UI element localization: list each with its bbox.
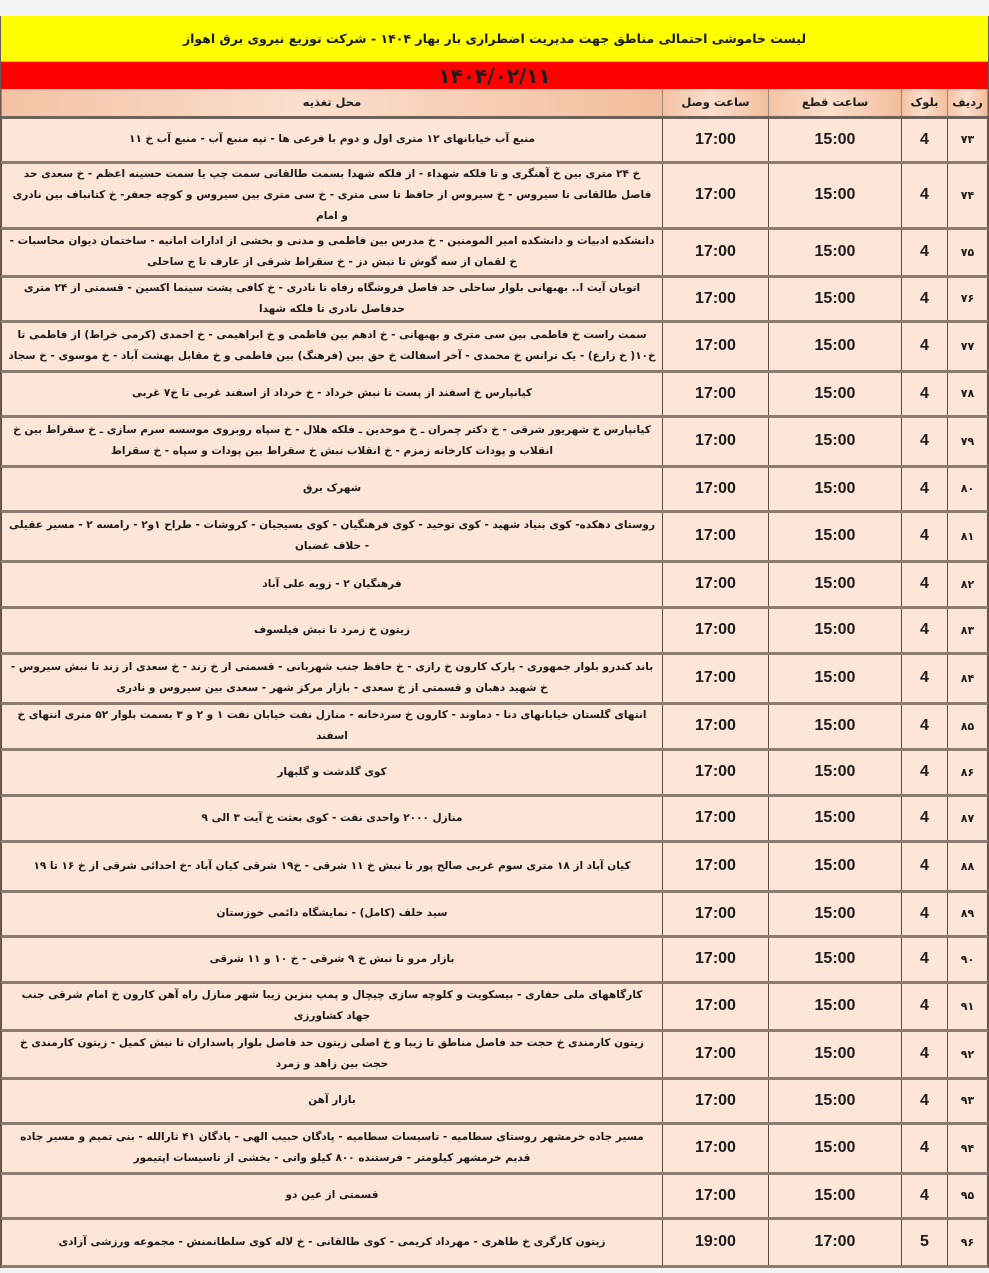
row-block: 4 bbox=[902, 653, 948, 703]
row-area: بازار مرو تا نبش خ ۹ شرقی - خ ۱۰ و ۱۱ شرقی bbox=[2, 936, 663, 982]
row-index: ۷۸ bbox=[948, 371, 988, 416]
table-row bbox=[2, 561, 988, 607]
row-area: شهرک برق bbox=[2, 466, 663, 511]
row-block: 4 bbox=[902, 891, 948, 936]
column-header-cut-time: ساعت قطع bbox=[769, 89, 902, 117]
row-area: منبع آب خیابانهای ۱۲ متری اول و دوم با فرعی ها - تپه منبع آب - منبع آب خ ۱۱ bbox=[2, 117, 663, 162]
row-block: 4 bbox=[902, 416, 948, 466]
outage-schedule-sheet bbox=[0, 16, 989, 1268]
row-cut-time: 15:00 bbox=[769, 749, 902, 795]
table-row bbox=[2, 936, 988, 982]
row-connect-time: 17:00 bbox=[663, 561, 769, 607]
row-index: ۸۳ bbox=[948, 607, 988, 653]
table-body bbox=[2, 117, 988, 1266]
row-block: 4 bbox=[902, 1123, 948, 1173]
row-area: زیتون خ زمرد تا نبش فیلسوف bbox=[2, 607, 663, 653]
row-block: 4 bbox=[902, 607, 948, 653]
row-cut-time: 15:00 bbox=[769, 416, 902, 466]
table-row bbox=[2, 891, 988, 936]
row-connect-time: 19:00 bbox=[663, 1218, 769, 1266]
row-connect-time: 17:00 bbox=[663, 371, 769, 416]
row-cut-time: 15:00 bbox=[769, 703, 902, 749]
table-header-row bbox=[2, 89, 988, 117]
table-row bbox=[2, 1030, 988, 1078]
row-block: 4 bbox=[902, 117, 948, 162]
row-block: 4 bbox=[902, 841, 948, 891]
row-block: 4 bbox=[902, 1030, 948, 1078]
row-block: 4 bbox=[902, 371, 948, 416]
row-connect-time: 17:00 bbox=[663, 1078, 769, 1123]
table-row bbox=[2, 276, 988, 321]
row-connect-time: 17:00 bbox=[663, 1173, 769, 1218]
row-cut-time: 15:00 bbox=[769, 1123, 902, 1173]
row-cut-time: 15:00 bbox=[769, 466, 902, 511]
table-row bbox=[2, 703, 988, 749]
row-cut-time: 15:00 bbox=[769, 117, 902, 162]
row-cut-time: 15:00 bbox=[769, 561, 902, 607]
row-area: خ ۲۴ متری بین خ آهنگری و تا فلکه شهداء - از فلکه شهدا بسمت طالقانی سمت چپ یا سمت حسینه اعظم - خ سعدی حد فاصل طالقانی تا سیروس - خ سیروس از حافظ تا سی متری - خ سی متری بین سیروس و کوچه جعفر- خ کتانباف بین نادری و امام bbox=[2, 162, 663, 228]
row-cut-time: 15:00 bbox=[769, 982, 902, 1030]
column-header-connect-time: ساعت وصل bbox=[663, 89, 769, 117]
row-connect-time: 17:00 bbox=[663, 511, 769, 561]
row-area: روستای دهکده- کوی بنیاد شهید - کوی توحید - کوی فرهنگیان - کوی بسیجیان - کروشات - طراح ۱و۲ - رامسه ۲ - مسیر عقیلی - حلاف غضبان bbox=[2, 511, 663, 561]
row-index: ۷۶ bbox=[948, 276, 988, 321]
row-cut-time: 15:00 bbox=[769, 891, 902, 936]
row-index: ۹۶ bbox=[948, 1218, 988, 1266]
row-area: سید خلف (کامل) - نمایشگاه دائمی خوزستان bbox=[2, 891, 663, 936]
row-block: 4 bbox=[902, 1173, 948, 1218]
row-cut-time: 15:00 bbox=[769, 321, 902, 371]
row-block: 4 bbox=[902, 228, 948, 276]
row-area: بازار آهن bbox=[2, 1078, 663, 1123]
row-cut-time: 15:00 bbox=[769, 276, 902, 321]
row-connect-time: 17:00 bbox=[663, 228, 769, 276]
table-row bbox=[2, 607, 988, 653]
row-cut-time: 15:00 bbox=[769, 1078, 902, 1123]
row-block: 4 bbox=[902, 466, 948, 511]
row-block: 5 bbox=[902, 1218, 948, 1266]
table-row bbox=[2, 162, 988, 228]
row-connect-time: 17:00 bbox=[663, 891, 769, 936]
row-block: 4 bbox=[902, 749, 948, 795]
row-connect-time: 17:00 bbox=[663, 703, 769, 749]
row-connect-time: 17:00 bbox=[663, 416, 769, 466]
table-row bbox=[2, 795, 988, 841]
row-area: باند کندرو بلوار جمهوری - پارک کارون خ رازی - خ حافظ جنب شهربانی - قسمتی از خ زند - خ سعدی از زند تا نبش سیروس - خ شهید دهبان و قسمتی از خ سعدی - بازار مرکز شهر - سعدی بین سیروس و نادری bbox=[2, 653, 663, 703]
row-index: ۸۴ bbox=[948, 653, 988, 703]
table-row bbox=[2, 1218, 988, 1266]
row-connect-time: 17:00 bbox=[663, 276, 769, 321]
row-block: 4 bbox=[902, 936, 948, 982]
table-row bbox=[2, 511, 988, 561]
row-connect-time: 17:00 bbox=[663, 607, 769, 653]
table-row bbox=[2, 466, 988, 511]
row-cut-time: 17:00 bbox=[769, 1218, 902, 1266]
table-row bbox=[2, 982, 988, 1030]
row-area: قسمتی از عین دو bbox=[2, 1173, 663, 1218]
row-area: اتوبان آیت ا.. بهبهانی بلوار ساحلی حد فاصل فروشگاه رفاه تا نادری - خ کافی پشت سینما اکسین - قسمتی از ۲۴ متری حدفاصل نادری تا فلکه شهدا bbox=[2, 276, 663, 321]
table-row bbox=[2, 1123, 988, 1173]
row-block: 4 bbox=[902, 276, 948, 321]
row-area: مسیر جاده خرمشهر روستای سطامیه - تاسیسات سطامیه - پادگان حبیب الهی - پادگان ۴۱ ثارالله - بنی تمیم و مسیر جاده قدیم خرمشهر کیلومتر - فرستنده ۸۰۰ کیلو واتی - بخشی از تاسیسات اپتیمور bbox=[2, 1123, 663, 1173]
table-row bbox=[2, 416, 988, 466]
row-block: 4 bbox=[902, 511, 948, 561]
row-index: ۷۵ bbox=[948, 228, 988, 276]
row-cut-time: 15:00 bbox=[769, 162, 902, 228]
row-connect-time: 17:00 bbox=[663, 1030, 769, 1078]
row-block: 4 bbox=[902, 561, 948, 607]
row-area: زیتون کارگری خ طاهری - مهرداد کریمی - کوی طالقانی - خ لاله کوی سلطانمنش - مجموعه ورزشی آزادی bbox=[2, 1218, 663, 1266]
table-row bbox=[2, 841, 988, 891]
column-header-block: بلوک bbox=[902, 89, 948, 117]
row-area: فرهنگیان ۲ - زویه علی آباد bbox=[2, 561, 663, 607]
row-connect-time: 17:00 bbox=[663, 117, 769, 162]
row-index: ۹۴ bbox=[948, 1123, 988, 1173]
row-index: ۸۵ bbox=[948, 703, 988, 749]
table-row bbox=[2, 371, 988, 416]
row-area: کیانپارس خ شهریور شرقی - خ دکتر چمران ـ خ موحدین ـ فلکه هلال - خ سپاه روبروی موسسه سرم سازی ـ خ سقراط بین خ انقلاب و پودات کارخانه زمزم - خ انقلاب نبش خ سقراط بین پودات و سپاه - خ سقراط bbox=[2, 416, 663, 466]
row-cut-time: 15:00 bbox=[769, 607, 902, 653]
row-connect-time: 17:00 bbox=[663, 795, 769, 841]
row-area: زیتون کارمندی خ حجت حد فاصل مناطق تا زیبا و خ اصلی زیتون حد فاصل بلوار پاسداران تا نبش کمیل - زیتون کارمندی خ حجت بین زاهد و زمرد bbox=[2, 1030, 663, 1078]
row-index: ۷۹ bbox=[948, 416, 988, 466]
row-block: 4 bbox=[902, 1078, 948, 1123]
row-connect-time: 17:00 bbox=[663, 1123, 769, 1173]
row-area: کارگاههای ملی حفاری - بیسکویت و کلوچه سازی چیچال و پمپ بنزین زیبا شهر منازل راه آهن کارون خ امام شرقی جنب جهاد کشاورزی bbox=[2, 982, 663, 1030]
row-index: ۸۹ bbox=[948, 891, 988, 936]
row-connect-time: 17:00 bbox=[663, 841, 769, 891]
row-area: سمت راست خ فاطمی بین سی متری و بهبهانی - خ ادهم بین فاطمی و خ ابراهیمی - خ احمدی (کرمی خراط) از فاطمی تا خ۱۰( خ زارع) - یک ترانس خ محمدی - آخر اسفالت خ حق بین (فرهنگ) بین فاطمی و خ مقابل بهشت آباد - خ موسوی - خ سجاد bbox=[2, 321, 663, 371]
row-index: ۹۳ bbox=[948, 1078, 988, 1123]
row-cut-time: 15:00 bbox=[769, 936, 902, 982]
row-index: ۷۳ bbox=[948, 117, 988, 162]
row-index: ۸۰ bbox=[948, 466, 988, 511]
row-cut-time: 15:00 bbox=[769, 841, 902, 891]
table-row bbox=[2, 749, 988, 795]
row-block: 4 bbox=[902, 321, 948, 371]
table-row bbox=[2, 1078, 988, 1123]
row-index: ۷۷ bbox=[948, 321, 988, 371]
row-block: 4 bbox=[902, 162, 948, 228]
row-cut-time: 15:00 bbox=[769, 1030, 902, 1078]
row-cut-time: 15:00 bbox=[769, 653, 902, 703]
row-cut-time: 15:00 bbox=[769, 1173, 902, 1218]
row-connect-time: 17:00 bbox=[663, 936, 769, 982]
row-connect-time: 17:00 bbox=[663, 162, 769, 228]
row-index: ۸۲ bbox=[948, 561, 988, 607]
row-block: 4 bbox=[902, 795, 948, 841]
table-row bbox=[2, 228, 988, 276]
table-row bbox=[2, 321, 988, 371]
row-connect-time: 17:00 bbox=[663, 653, 769, 703]
row-index: ۸۶ bbox=[948, 749, 988, 795]
row-cut-time: 15:00 bbox=[769, 795, 902, 841]
schedule-title: لیست خاموشی احتمالی مناطق جهت مدیریت اضطراری بار بهار ۱۴۰۴ - شرکت توزیع نیروی برق اهواز bbox=[1, 16, 988, 62]
row-connect-time: 17:00 bbox=[663, 749, 769, 795]
row-connect-time: 17:00 bbox=[663, 466, 769, 511]
row-area: منازل ۲۰۰۰ واحدی نفت - کوی بعثت خ آیت ۳ الی ۹ bbox=[2, 795, 663, 841]
row-cut-time: 15:00 bbox=[769, 371, 902, 416]
table-row bbox=[2, 1173, 988, 1218]
row-cut-time: 15:00 bbox=[769, 228, 902, 276]
column-header-area: محل تغذیه bbox=[2, 89, 663, 117]
row-connect-time: 17:00 bbox=[663, 982, 769, 1030]
table-row bbox=[2, 117, 988, 162]
row-area: کیانپارس خ اسفند از پست تا نبش خرداد - خ خرداد از اسفند غربی تا خ۷ غربی bbox=[2, 371, 663, 416]
row-area: کوی گلدشت و گلبهار bbox=[2, 749, 663, 795]
row-block: 4 bbox=[902, 703, 948, 749]
row-area: کیان آباد از ۱۸ متری سوم غربی صالح پور تا نبش خ ۱۱ شرقی - خ۱۹ شرقی کیان آباد -خ احدائی شرقی از خ ۱۶ تا ۱۹ bbox=[2, 841, 663, 891]
row-index: ۹۵ bbox=[948, 1173, 988, 1218]
row-index: ۸۱ bbox=[948, 511, 988, 561]
outage-table bbox=[1, 89, 988, 1268]
schedule-date: ۱۴۰۴/۰۲/۱۱ bbox=[1, 62, 988, 89]
row-cut-time: 15:00 bbox=[769, 511, 902, 561]
row-index: ۷۴ bbox=[948, 162, 988, 228]
row-area: دانشکده ادبیات و دانشکده امیر المومنین - خ مدرس بین فاطمی و مدنی و بخشی از ادارات امانیه - ساختمان دیوان محاسبات - خ لقمان از سه گوش تا نبش دز - خ سقراط شرقی از عارف تا ج ساحلی bbox=[2, 228, 663, 276]
row-index: ۸۷ bbox=[948, 795, 988, 841]
row-index: ۹۲ bbox=[948, 1030, 988, 1078]
row-block: 4 bbox=[902, 982, 948, 1030]
row-index: ۸۸ bbox=[948, 841, 988, 891]
table-row bbox=[2, 653, 988, 703]
row-connect-time: 17:00 bbox=[663, 321, 769, 371]
row-area: انتهای گلستان خیابانهای دنا - دماوند - کارون خ سردخانه - منازل نفت خیابان نفت ۱ و ۲ و ۳ بسمت بلوار ۵۲ متری انتهای خ اسفند bbox=[2, 703, 663, 749]
column-header-index: ردیف bbox=[948, 89, 988, 117]
row-index: ۹۱ bbox=[948, 982, 988, 1030]
row-index: ۹۰ bbox=[948, 936, 988, 982]
